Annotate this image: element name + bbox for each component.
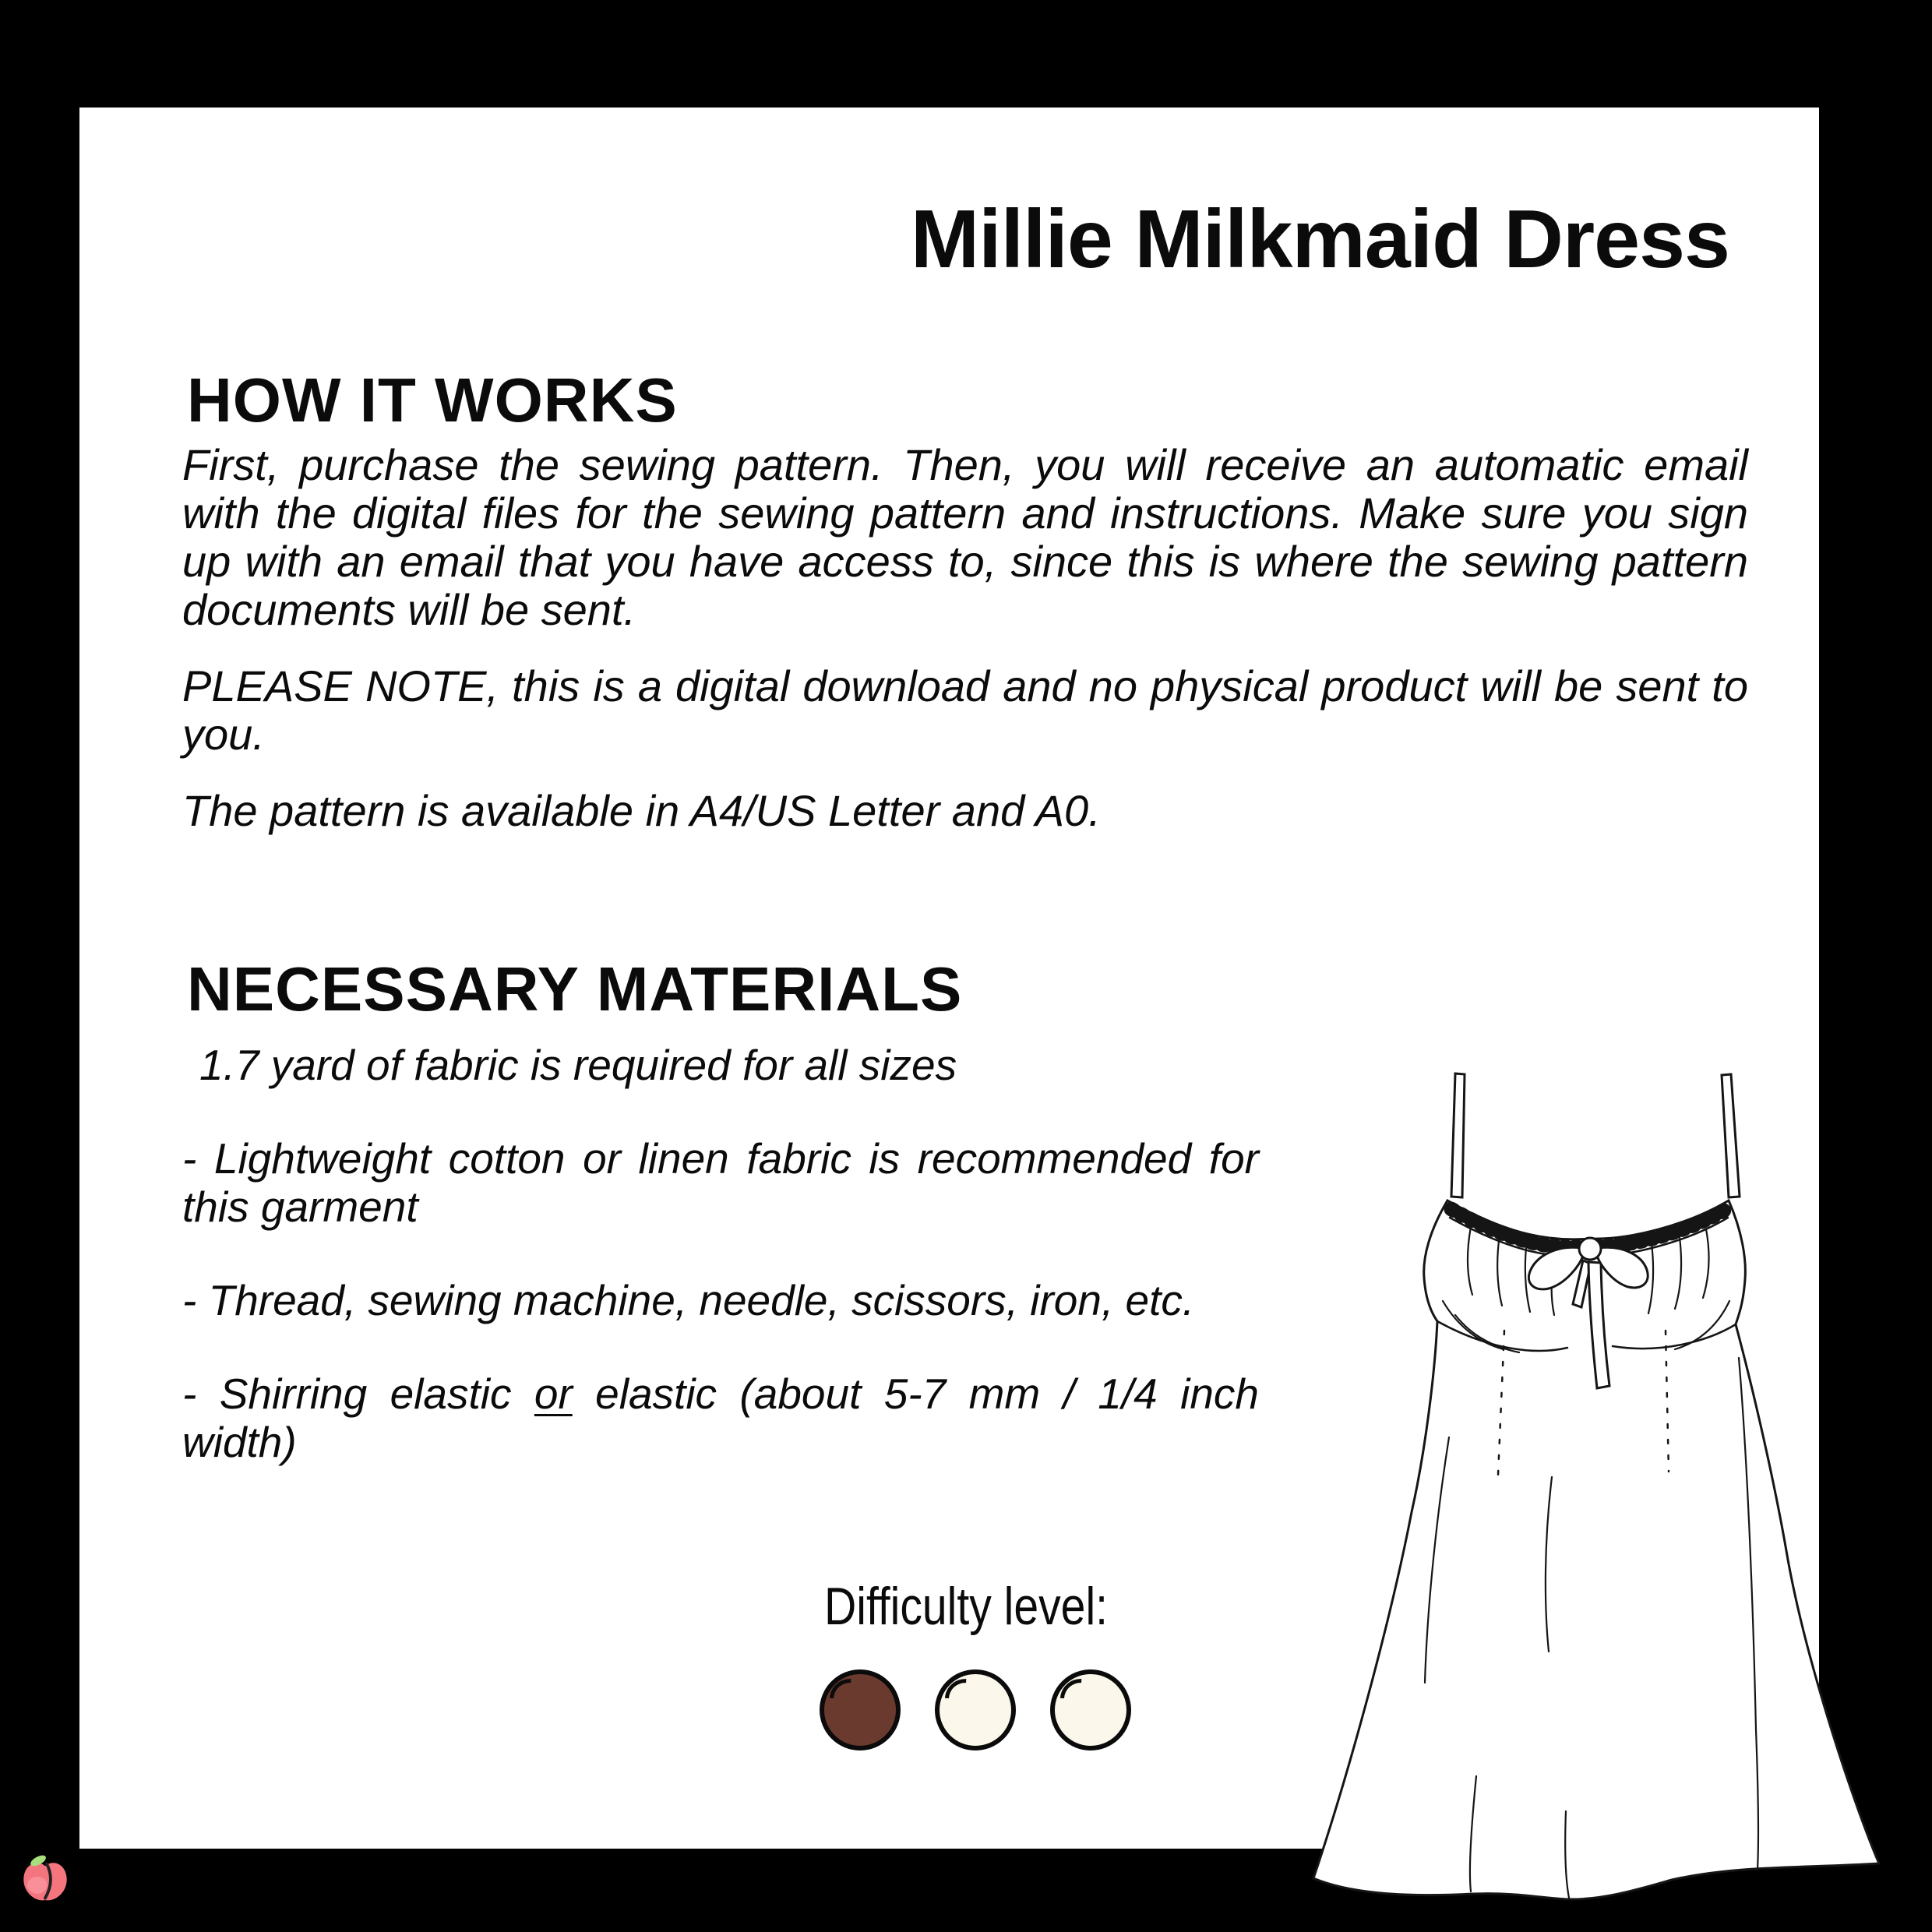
materials-heading: NECESSARY MATERIALS xyxy=(187,954,963,1024)
list-item-yardage: 1.7 yard of fabric is required for all sizes xyxy=(199,1041,957,1089)
dot-highlight-icon xyxy=(1052,1670,1110,1728)
difficulty-dot xyxy=(935,1669,1016,1750)
underlined-or: or xyxy=(534,1370,573,1418)
dot-highlight-icon xyxy=(822,1670,880,1728)
paragraph-purchase-info: First, purchase the sewing pattern. Then, you will receive an automatic email with the digital files for the sewing pattern and instructions. Make sure you sign up with an email that you have access to, since this is where the sewing pattern documents will be sent. xyxy=(182,440,1748,634)
difficulty-dot xyxy=(820,1669,901,1750)
list-item-tools: - Thread, sewing machine, needle, scissors, iron, etc. xyxy=(182,1276,1195,1324)
difficulty-label: Difficulty level: xyxy=(824,1577,1109,1636)
milkmaid-dress-sketch xyxy=(1262,1044,1909,1916)
dot-highlight-icon xyxy=(937,1670,995,1728)
page-title: Millie Milkmaid Dress xyxy=(910,193,1729,285)
how-it-works-text xyxy=(182,441,1748,863)
difficulty-dots xyxy=(820,1669,1131,1750)
list-item-elastic: - Shirring elastic or elastic (about 5-7 mm / 1/4 inch width) xyxy=(182,1370,1259,1466)
how-it-works-heading: HOW IT WORKS xyxy=(187,365,678,435)
materials-list xyxy=(182,1041,1259,1511)
paragraph-digital-note: PLEASE NOTE, this is a digital download and no physical product will be sent to you. xyxy=(182,661,1748,759)
difficulty-dot xyxy=(1050,1669,1131,1750)
paragraph-sizes-available: The pattern is available in A4/US Letter and A0. xyxy=(182,786,1101,835)
list-item-fabric: - Lightweight cotton or linen fabric is recommended for this garment xyxy=(182,1134,1259,1231)
peach-logo-icon xyxy=(20,1853,70,1912)
